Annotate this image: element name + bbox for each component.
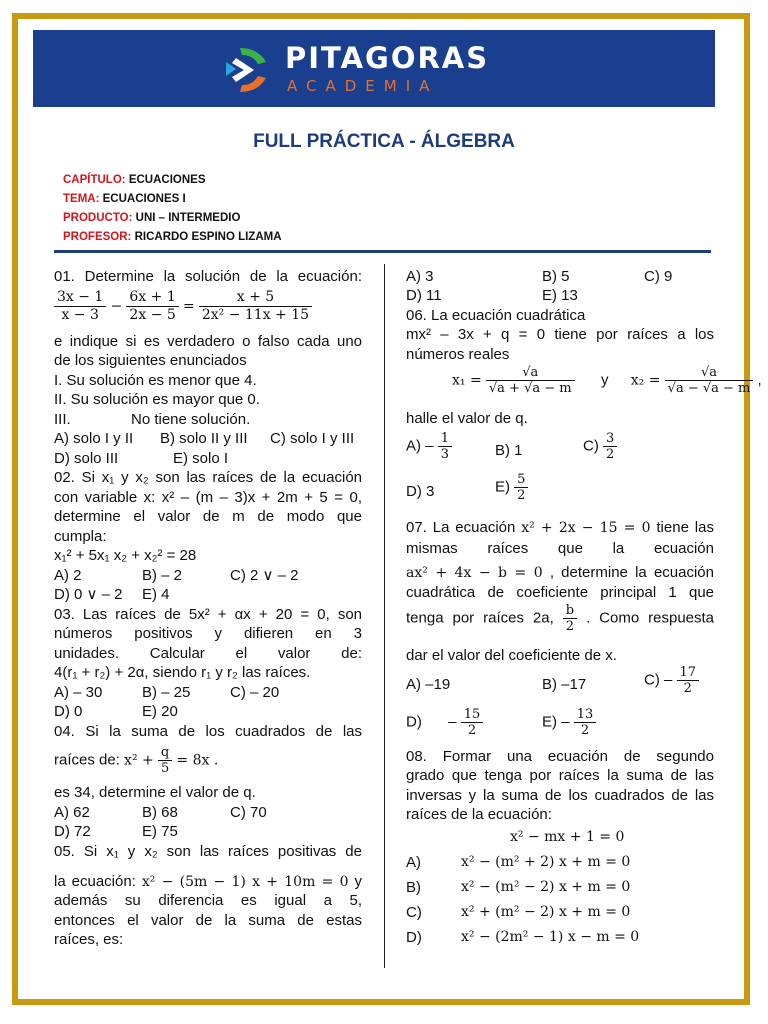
option-e: E) 4	[142, 586, 170, 603]
brand-subtitle: ACADEMIA	[287, 77, 439, 95]
brand-name: PITAGORAS	[285, 41, 490, 75]
problem-04: 04. Si la suma de los cuadrados de las	[54, 723, 362, 740]
option-e: E) – $\frac{13}{2}$	[542, 707, 596, 738]
option-b: B) 5	[542, 268, 570, 285]
equation-08: x² − mx + 1 = 0	[510, 829, 625, 845]
option-c: C) 70	[230, 804, 267, 821]
option-b: B) solo II y III	[160, 430, 248, 447]
option-d: D) solo III	[54, 450, 119, 467]
option-d: D) 72	[54, 823, 91, 840]
option-c: C) solo I y III	[270, 430, 355, 447]
equation-01: $\frac{3x - 1}{x - 3}$ − $\frac{6x + 1}{2x - 5}$ = $\frac{x + 5}{\text{2x² − 11x + 15}}$	[54, 289, 312, 324]
option-e: E) 13	[542, 287, 578, 304]
option-d: D) – $\frac{15}{2}$	[406, 707, 483, 738]
option-c: C)	[406, 904, 422, 921]
option-c: C) 9	[644, 268, 673, 285]
option-d: D)	[406, 929, 422, 946]
problem-03: 03. Las raíces de 5x² + αx + 20 = 0, son	[54, 606, 362, 623]
column-divider	[384, 264, 385, 968]
header-divider	[54, 250, 711, 253]
equation-06: x₁ = $\frac{√a}{√a + √a - m}$ y x₂ = $\frac{√a}{√a - √a - m}$ ,	[452, 365, 762, 396]
option-d: D) 3	[406, 483, 435, 500]
option-d: D) 0	[54, 703, 83, 720]
option-b: B) – 2	[142, 567, 183, 584]
option-a: A)	[406, 854, 421, 871]
option-a: A) 2	[54, 567, 82, 584]
meta-row: PRODUCTO: UNI – INTERMEDIO	[63, 212, 241, 224]
option-b: B)	[406, 879, 421, 896]
option-a: A) –19	[406, 676, 451, 693]
option-a: A) – 30	[54, 684, 103, 701]
problem-01: 01. Determine la solución de la ecuación:	[54, 268, 362, 285]
meta-row: PROFESOR: RICARDO ESPINO LIZAMA	[63, 231, 282, 243]
option-c: C) – 20	[230, 684, 280, 701]
equation-04: raíces de: x² + $\frac{q}{5}$ = 8x .	[54, 745, 219, 776]
meta-row: CAPÍTULO: ECUACIONES	[63, 174, 206, 186]
option-a: A) 62	[54, 804, 90, 821]
option-e: E) solo I	[173, 450, 229, 467]
document-meta	[63, 171, 282, 247]
option-b: B) –17	[542, 676, 587, 693]
problem-08: 08. Formar una ecuación de segundo	[406, 748, 714, 765]
equation-05: la ecuación: x² − (5m − 1) x + 10m = 0 y	[54, 873, 363, 890]
option-d: D) 0 ∨ – 2	[54, 586, 123, 603]
option-a: A) 3	[406, 268, 434, 285]
meta-row: TEMA: ECUACIONES I	[63, 193, 186, 205]
problem-07: 07. La ecuación x² + 2x − 15 = 0 tiene las	[406, 519, 714, 536]
option-b: B) 1	[495, 442, 523, 459]
problem-06: 06. La ecuación cuadrática	[406, 307, 586, 324]
option-d: D) 11	[406, 287, 442, 304]
option-a: A) – $\frac{1}{3}$	[406, 431, 452, 462]
option-a: A) solo I y II	[54, 430, 134, 447]
pitagoras-logo-icon	[222, 44, 270, 96]
document-title: FULL PRÁCTICA - ÁLGEBRA	[253, 131, 515, 152]
option-e: E) $\frac{5}{2}$	[495, 472, 528, 503]
option-b: B) 68	[142, 804, 178, 821]
option-b: B) – 25	[142, 684, 191, 701]
problem-05: 05. Si x₁ y x₂ son las raíces positivas de	[54, 843, 362, 860]
option-c: C) 2 ∨ – 2	[230, 567, 299, 584]
problem-02: 02. Si x₁ y x₂ son las raíces de la ecuación	[54, 469, 362, 486]
option-c: C) $\frac{3}{2}$	[583, 431, 617, 462]
option-e: E) 20	[142, 703, 178, 720]
option-e: E) 75	[142, 823, 178, 840]
option-c: C) – $\frac{17}{2}$	[644, 665, 699, 696]
